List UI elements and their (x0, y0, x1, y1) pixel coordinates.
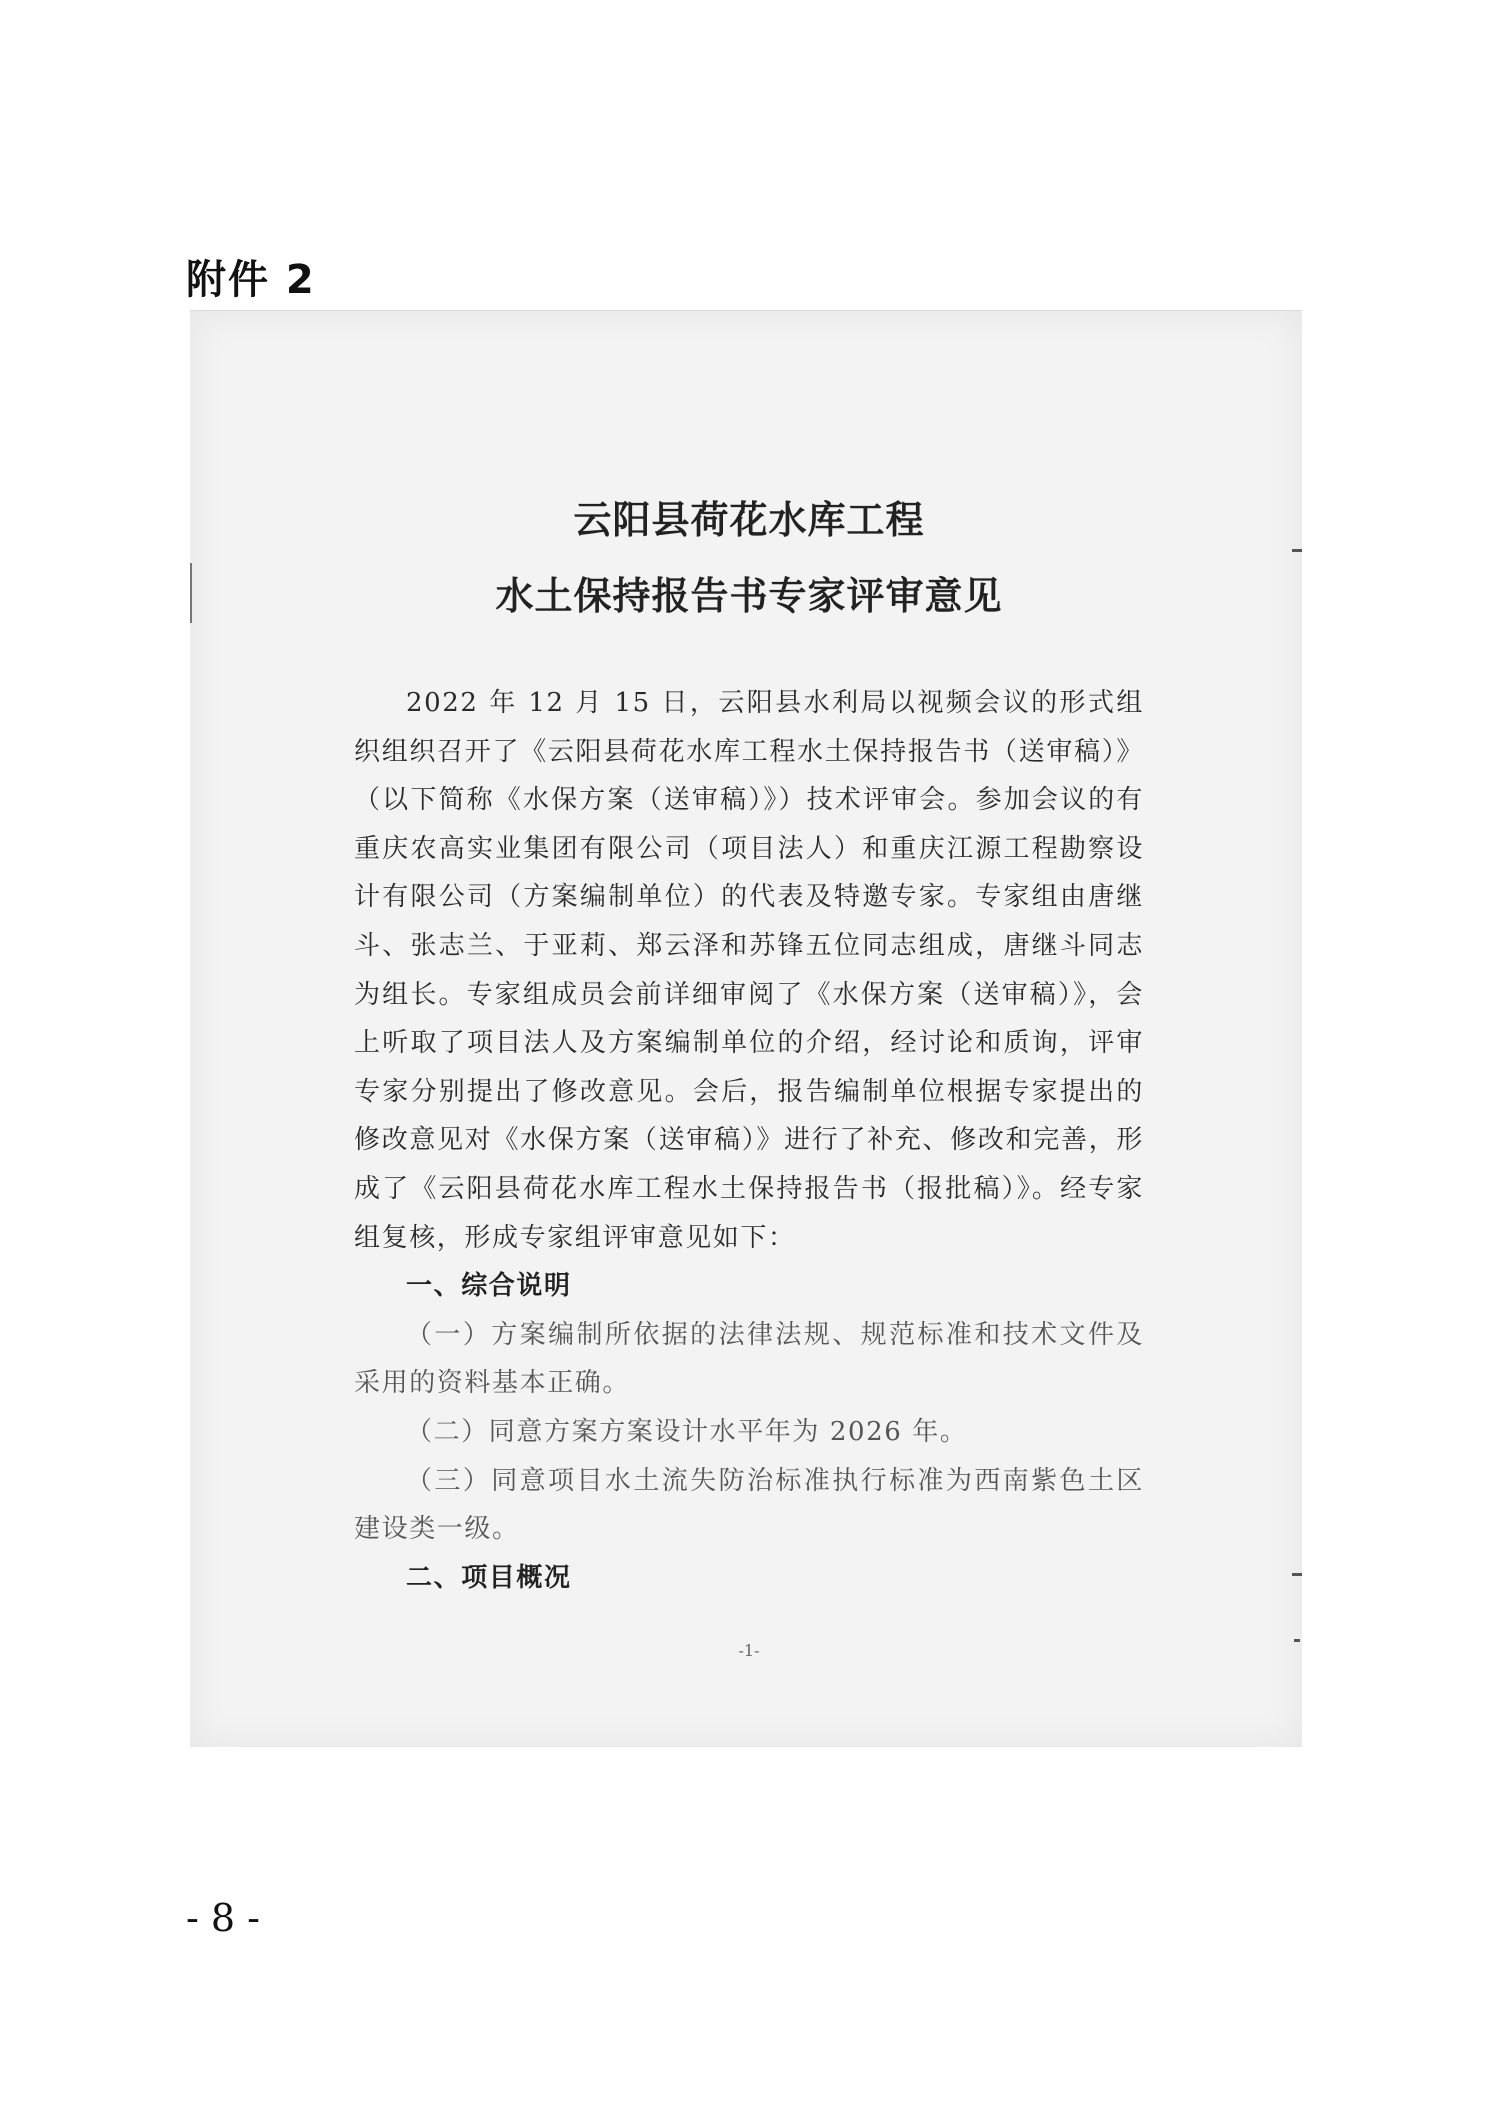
section1-heading: 一、综合说明 (406, 1271, 572, 1302)
document-title-line1: 云阳县荷花水库工程 (573, 497, 925, 542)
scan-margin-mark (1294, 1639, 1300, 1642)
scan-margin-mark (1292, 1573, 1302, 1576)
scanned-document (190, 310, 1302, 1747)
attachment-label: 附件 2 (186, 257, 316, 303)
document-body (354, 679, 1144, 1602)
section2-heading: 二、项目概况 (406, 1562, 572, 1593)
intro-paragraph: 2022 年 12 月 15 日，云阳县水利局以视频会议的形式组织组织召开了《云阳县荷花水库工程水土保持报告书（送审稿）》（以下简称《水保方案（送审稿）》）技术评审会。参加会议的有重庆农高实业集团有限公司（项目法人）和重庆江源工程勘察设计有限公司（方案编制单位）的代表及特邀专家。专家组由唐继斗、张志兰、于亚莉、郑云泽和苏锋五位同志组成，唐继斗同志为组长。专家组成员会前详细审阅了《水保方案（送审稿）》，会上听取了项目法人及方案编制单位的介绍，经讨论和质询，评审专家分别提出了修改意见。会后，报告编制单位根据专家提出的修改意见对《水保方案（送审稿）》进行了补充、修改和完善，形成了《云阳县荷花水库工程水土保持报告书（报批稿）》。经专家组复核，形成专家组评审意见如下： (354, 688, 1144, 1253)
section1-item3: （三）同意项目水土流失防治标准执行标准为西南紫色土区建设类一级。 (354, 1465, 1144, 1545)
section1-item1: （一）方案编制所依据的法律法规、规范标准和技术文件及采用的资料基本正确。 (354, 1319, 1144, 1399)
document-title-line2: 水土保持报告书专家评审意见 (495, 573, 1003, 618)
section1-item2: （二）同意方案方案设计水平年为 2026 年。 (406, 1416, 968, 1447)
scan-margin-mark (1292, 549, 1302, 552)
page-number: - 8 - (186, 1896, 261, 1940)
scan-page-number: -1- (738, 1641, 760, 1660)
scan-edge-mark (190, 563, 192, 623)
